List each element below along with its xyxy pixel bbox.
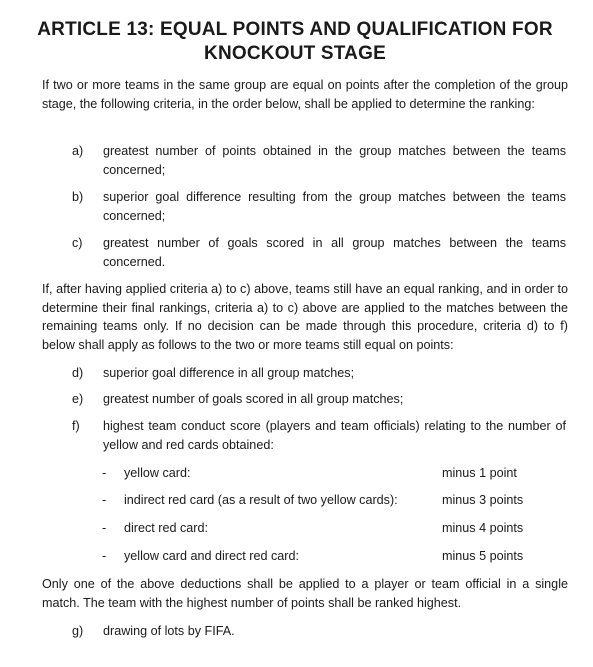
deduction-dash: - [102, 521, 107, 535]
deduction-points: minus 4 points [442, 521, 524, 535]
criterion-text: greatest number of goals scored in all group matches; [103, 392, 404, 406]
closing-paragraph: Only one of the above deductions shall be applied to a player or team official in a single match. The team with the highest number of points shall be ranked highest. [42, 577, 568, 610]
criterion-e [72, 390, 566, 409]
criterion-label: c) [72, 236, 83, 250]
criterion-a [72, 142, 566, 179]
criterion-label: a) [72, 144, 84, 158]
criterion-text: drawing of lots by FIFA. [103, 624, 235, 638]
intro-paragraph: If two or more teams in the same group are equal on points after the completion of the group stage, the following criteria, in the order below, shall be applied to determine the ranking: [42, 78, 568, 111]
deduction-row [102, 547, 542, 566]
criterion-text: superior goal difference in all group matches; [103, 366, 355, 380]
criterion-b [72, 188, 566, 225]
deduction-points: minus 5 points [442, 549, 524, 563]
criterion-c [72, 234, 566, 271]
criterion-g [72, 622, 566, 641]
criterion-text: superior goal difference resulting from the group matches between the teams concerned; [103, 190, 566, 223]
deduction-points: minus 3 points [442, 493, 524, 507]
criterion-text: greatest number of goals scored in all group matches between the teams concerned. [103, 236, 566, 269]
deduction-dash: - [102, 493, 107, 507]
deduction-dash: - [102, 549, 107, 563]
article-title [30, 18, 560, 66]
deduction-row [102, 519, 542, 538]
criterion-label: f) [72, 419, 80, 433]
criterion-label: d) [72, 366, 84, 380]
criterion-label: e) [72, 392, 84, 406]
middle-paragraph: If, after having applied criteria a) to c) above, teams still have an equal ranking, and in order to determine their final rankings, criteria a) to c) above are applied to the matches between the remaining teams only. If no decision can be made through this procedure, criteria d) to f) below shall apply as follows to the two or more teams still equal on points: [42, 282, 568, 352]
deduction-card: indirect red card (as a result of two yellow cards): [124, 493, 398, 507]
criterion-text: greatest number of points obtained in the group matches between the teams concerned; [103, 144, 566, 177]
criterion-f [72, 417, 566, 454]
criterion-d [72, 364, 566, 383]
criterion-label: b) [72, 190, 84, 204]
deduction-row [102, 464, 542, 483]
deduction-row [102, 491, 542, 510]
deduction-card: direct red card: [124, 521, 208, 535]
deduction-points: minus 1 point [442, 466, 517, 480]
article-title-line-1: ARTICLE 13: EQUAL POINTS AND QUALIFICATION FOR [37, 19, 553, 40]
article-title-line-2: KNOCKOUT STAGE [204, 43, 386, 64]
criterion-label: g) [72, 624, 84, 638]
deduction-dash: - [102, 466, 107, 480]
deduction-card: yellow card and direct red card: [124, 549, 299, 563]
criterion-text: highest team conduct score (players and team officials) relating to the number of yellow and red cards obtained: [103, 419, 566, 452]
deduction-card: yellow card: [124, 466, 191, 480]
